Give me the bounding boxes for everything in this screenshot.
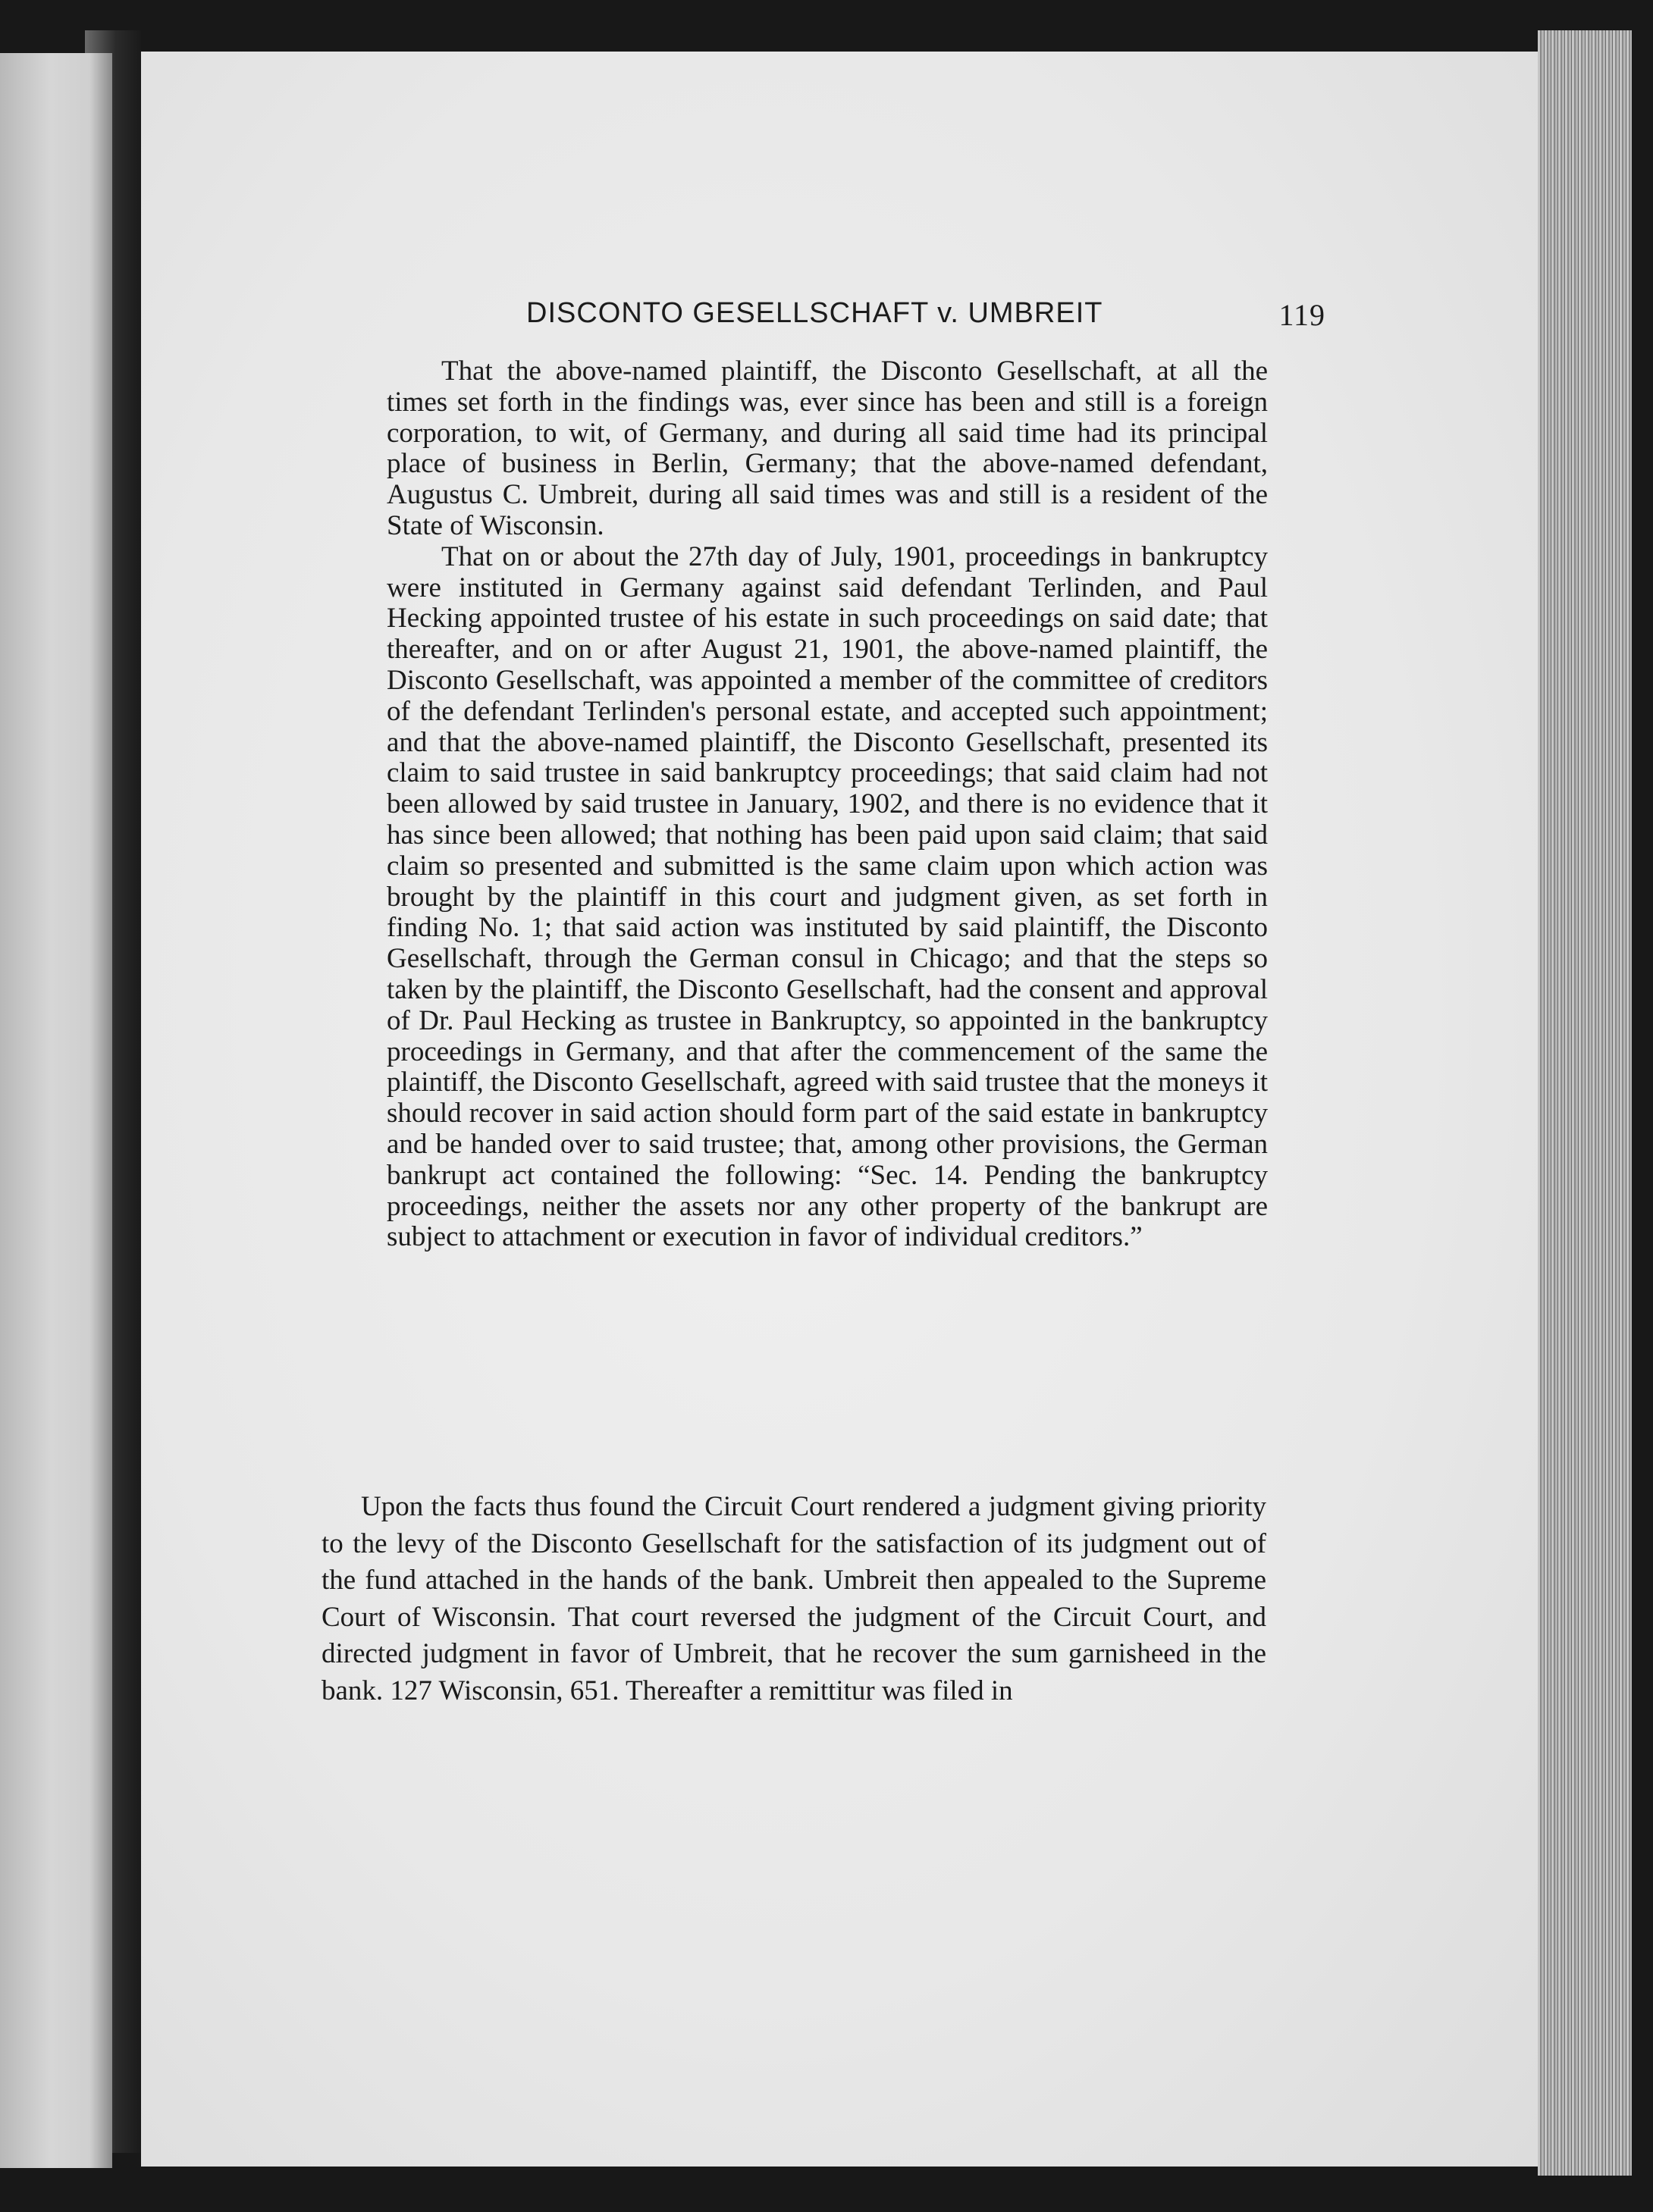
- opinion-paragraph: Upon the facts thus found the Circuit Court rendered a judgment giving priority to the levy of the Disconto Gesellschaft for the satisfaction of its judgment out of the fund attached in the hands of the bank. Umbreit then appealed to the Supreme Court of Wisconsin. That court reversed the judgment of the Circuit Court, and directed judgment in favor of Umbreit, that he recover the sum garnisheed in the bank. 127 Wisconsin, 651. Thereafter a remittitur was filed in: [322, 1491, 1266, 1706]
- court-findings-block: [387, 356, 1268, 1253]
- running-header: [322, 297, 1325, 340]
- findings-paragraph: That on or about the 27th day of July, 1901, proceedings in bankruptcy were instituted in Germany against said defendant Terlinden, and Paul Hecking appointed trustee of his estate in such proceedings on said date; that thereafter, and on or after August 21, 1901, the above-named plaintiff, the Disconto Gesellschaft, was appointed a member of the committee of creditors of the defendant Terlinden's personal estate, and accepted such appointment; and that the above-named plaintiff, the Disconto Gesellschaft, presented its claim to said trustee in said bankruptcy proceedings; that said claim had not been allowed by said trustee in January, 1902, and there is no evidence that it has since been allowed; that nothing has been paid upon said claim; that said claim so presented and submitted is the same claim upon which action was brought by the plaintiff in this court and judgment given, as set forth in finding No. 1; that said action was instituted by said plaintiff, the Disconto Gesellschaft, through the German consul in Chicago; and that the steps so taken by the plaintiff, the Disconto Gesellschaft, had the consent and approval of Dr. Paul Hecking as trustee in Bankruptcy, so appointed in the bankruptcy proceedings in Germany, and that after the commencement of the same the plaintiff, the Disconto Gesellschaft, agreed with said trustee that the moneys it should recover in said action should form part of the said estate in bankruptcy and be handed over to said trustee; that, among other provisions, the German bankrupt act contained the following: “Sec. 14. Pending the bankruptcy proceedings, neither the assets nor any other property of the bankrupt are subject to attachment or execution in favor of individual creditors.”: [387, 540, 1268, 1253]
- opinion-text-block: [322, 1489, 1266, 1709]
- running-title: DISCONTO GESELLSCHAFT v. UMBREIT: [526, 297, 1103, 329]
- left-page-edge: [0, 53, 112, 2168]
- findings-paragraph: That the above-named plaintiff, the Disconto Gesellschaft, at all the times set forth in the findings was, ever since has been and still is a foreign corporation, to wit, of Germany, and during all said time had its principal place of business in Berlin, Germany; that the above-named defendant, Augustus C. Umbreit, during all said times was and still is a resident of the State of Wisconsin.: [387, 356, 1268, 541]
- page-number: 119: [1278, 298, 1325, 332]
- right-page-edges: [1538, 30, 1632, 2176]
